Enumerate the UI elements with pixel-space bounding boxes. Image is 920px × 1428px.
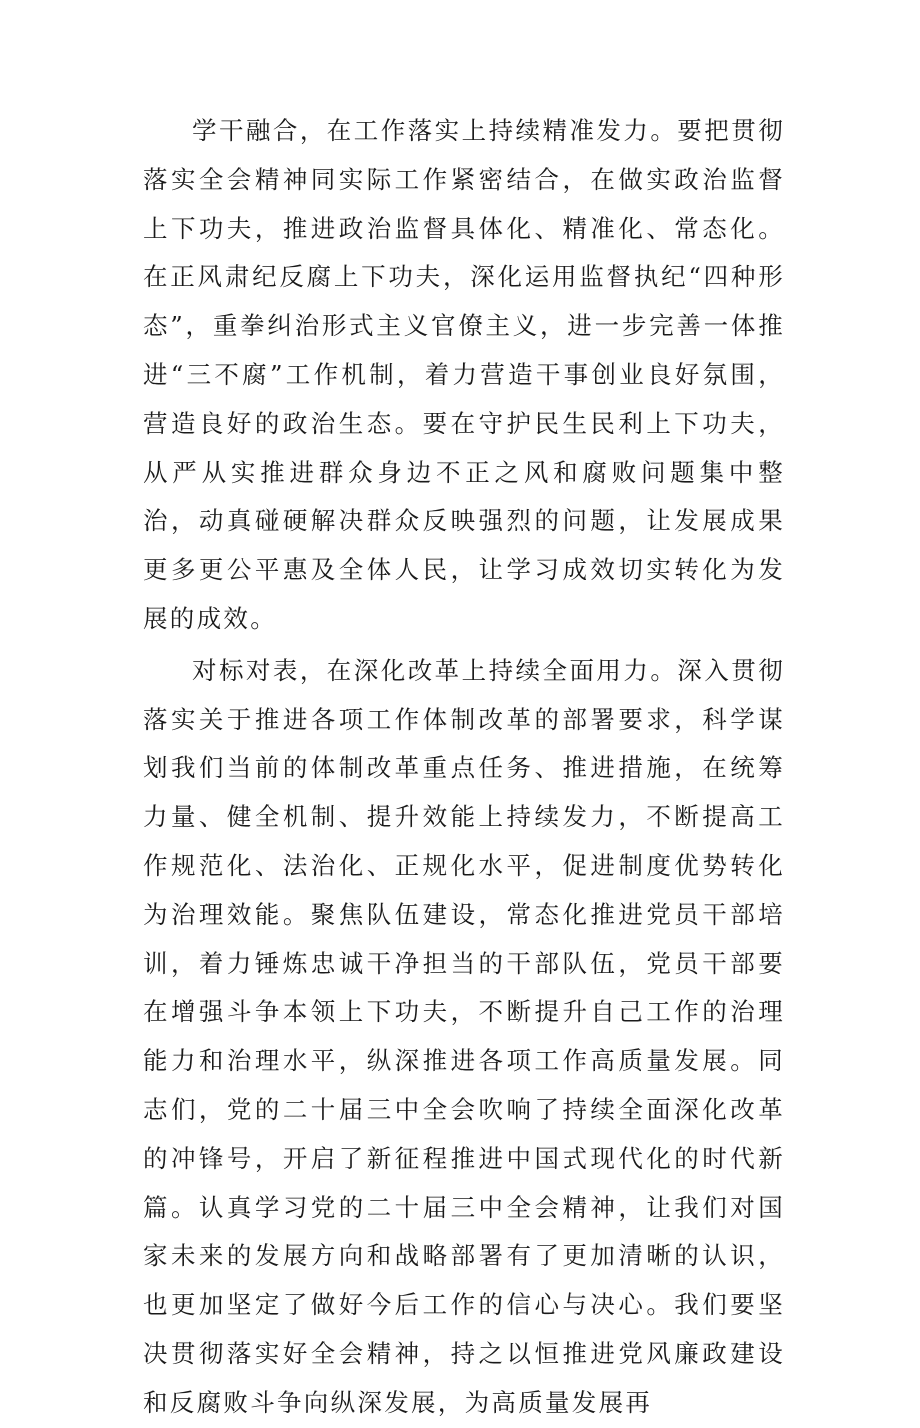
- document-body: [143, 107, 785, 1428]
- paragraph-study-integration: 学干融合，在工作落实上持续精准发力。要把贯彻落实全会精神同实际工作紧密结合，在做实政治监督上下功夫，推进政治监督具体化、精准化、常态化。在正风肃纪反腐上下功夫，深化运用监督执纪“四种形态”，重拳纠治形式主义官僚主义，进一步完善一体推进“三不腐”工作机制，着力营造干事创业良好氛围，营造良好的政治生态。要在守护民生民利上下功夫，从严从实推进群众身边不正之风和腐败问题集中整治，动真碰硬解决群众反映强烈的问题，让发展成果更多更公平惠及全体人民，让学习成效切实转化为发展的成效。: [143, 116, 785, 633]
- paragraph-deepen-reform: 对标对表，在深化改革上持续全面用力。深入贯彻落实关于推进各项工作体制改革的部署要求，科学谋划我们当前的体制改革重点任务、推进措施，在统筹力量、健全机制、提升效能上持续发力，不断提高工作规范化、法治化、正规化水平，促进制度优势转化为治理效能。聚焦队伍建设，常态化推进党员干部培训，着力锤炼忠诚干净担当的干部队伍，党员干部要在增强斗争本领上下功夫，不断提升自己工作的治理能力和治理水平，纵深推进各项工作高质量发展。同志们，党的二十届三中全会吹响了持续全面深化改革的冲锋号，开启了新征程推进中国式现代化的时代新篇。认真学习党的二十届三中全会精神，让我们对国家未来的发展方向和战略部署有了更加清晰的认识，也更加坚定了做好今后工作的信心与决心。我们要坚决贯彻落实好全会精神，持之以恒推进党风廉政建设和反腐败斗争向纵深发展，为高质量发展再: [143, 655, 785, 1417]
